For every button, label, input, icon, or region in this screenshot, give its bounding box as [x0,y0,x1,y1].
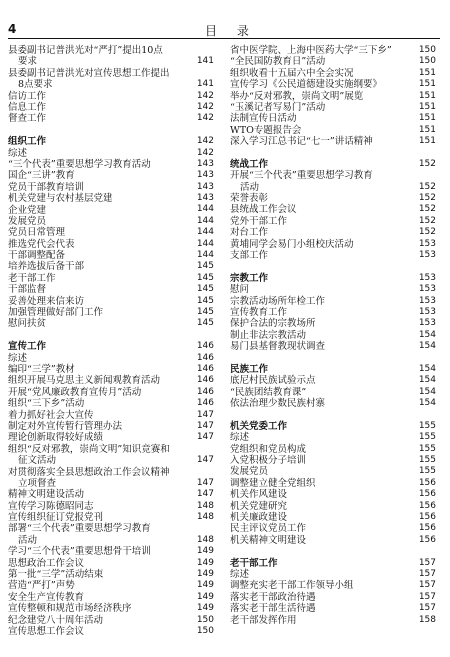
toc-entry-title: 黄埔同学会易门小组校庆活动 [230,238,354,250]
toc-entry[interactable] [230,569,436,580]
toc-entry-page-number: 158 [418,614,436,625]
toc-entry[interactable] [8,318,214,329]
toc-entry-title: 宣传组织征订党报党刊 [8,512,104,524]
toc-entry-title: 深入学习江总书记“七一”讲话精神 [230,136,373,148]
toc-entry[interactable] [8,148,214,159]
toc-entry[interactable] [230,466,436,477]
toc-entry-title: 机关党建研究 [230,500,288,512]
toc-entry[interactable] [8,432,214,443]
toc-entry-page-number: 152 [418,181,436,192]
toc-entry-title: 入党积极分子培训 [230,455,307,467]
toc-entry-page-number: 151 [418,67,436,78]
toc-entry-page-number: 152 [418,193,436,204]
toc-entry[interactable] [8,284,214,295]
toc-entry-title: 慰问 [230,284,250,296]
toc-entry-page-number: 149 [196,557,214,568]
toc-entry-title: 支部工作 [230,250,269,262]
toc-entry[interactable] [8,205,214,216]
toc-entry-title: 机关作风建设 [230,489,288,501]
toc-entry[interactable] [8,91,214,102]
toc-entry[interactable] [230,284,436,295]
toc-entry-page-number: 156 [418,489,436,500]
toc-entry-title: 思想政治工作会议 [8,557,85,569]
toc-entry-title: 督查工作 [8,113,47,125]
toc-entry-title: 组织收看十五届六中全会实况 [230,67,354,79]
toc-entry-title: 法制宣传日活动 [230,113,297,125]
toc-entry-page-number: 146 [196,341,214,352]
toc-entry[interactable] [230,398,436,409]
toc-entry-title: 老干部发挥作用 [230,614,297,626]
section-gap [230,148,436,159]
toc-entry[interactable] [230,307,436,318]
toc-entry-title: 安全生产宣传教育 [8,591,85,603]
toc-entry-page-number: 156 [418,500,436,511]
toc-entry[interactable] [8,523,214,546]
toc-entry-title: 干部调整配备 [8,250,66,262]
toc-entry-title: 依法治理少数民族村寨 [230,398,326,410]
toc-entry-title: 综述 [8,147,28,159]
toc-entry-title: 营造“严打”声势 [8,580,75,592]
toc-entry-title: 企业党建 [8,204,47,216]
toc-entry-title: 对台工作 [230,227,269,239]
section-gap [230,546,436,557]
toc-entry-page-number: 154 [418,375,436,386]
toc-entry-page-number: 147 [196,432,214,443]
toc-entry-page-number: 146 [196,398,214,409]
toc-entry-page-number: 150 [418,56,436,67]
toc-entry[interactable] [230,204,436,215]
toc-entry[interactable] [8,375,214,386]
toc-entry-title: 落实老干部生活待遇 [230,603,316,615]
toc-entry[interactable] [230,512,436,523]
toc-entry-title: 机关党建与农村基层党建 [8,193,113,205]
toc-entry-page-number: 149 [196,569,214,580]
toc-entry[interactable] [8,68,214,91]
toc-entry-title: 落实老干部政治待遇 [230,591,316,603]
toc-entry-page-number: 144 [196,238,214,249]
toc-entry[interactable] [8,387,214,398]
toc-entry[interactable] [8,216,214,227]
toc-entry[interactable] [230,603,436,614]
toc-entry-page-number: 144 [196,215,214,226]
section-gap [8,330,214,341]
toc-entry-page-number: 157 [418,603,436,614]
toc-entry[interactable] [230,216,436,227]
toc-entry[interactable] [230,592,436,603]
toc-entry[interactable] [8,615,214,626]
toc-entry[interactable] [8,261,214,272]
toc-entry-title: 宣传学习《公民道德建设实施纲要》 [230,79,383,91]
toc-entry-title: 宣传整顿和规范市场经济秩序 [8,603,132,615]
toc-entry[interactable] [8,398,214,409]
toc-entry-title: 民族工作 [230,363,269,375]
toc-entry-title: 综述 [230,432,250,444]
toc-entry-title: 国企“三讲”教育 [8,170,75,182]
toc-entry-title: 学习“三个代表”重要思想骨干培训 [8,546,151,558]
toc-entry-page-number: 154 [418,363,436,374]
toc-entry[interactable] [8,467,214,490]
toc-entry[interactable] [230,330,436,341]
toc-entry-title: 纪念建党八十周年活动 [8,614,104,626]
toc-entry-page-number: 144 [196,204,214,215]
toc-entry-page-number: 154 [418,398,436,409]
toc-entry-title: “玉溪记者写易门”活动 [230,101,326,113]
toc-entry-page-number: 153 [418,284,436,295]
toc-entry[interactable] [8,159,214,170]
toc-entry-page-number: 147 [196,489,214,500]
toc-entry-title: 理论创新取得较好成绩 [8,432,104,444]
toc-entry[interactable] [8,250,214,261]
toc-entry[interactable] [230,113,436,124]
toc-entry-title: 调整充实老干部工作领导小组 [230,580,354,592]
toc-entry-title: 妥善处理来信来访 [8,295,85,307]
toc-entry-title: WTO专题报告会 [230,124,302,136]
toc-left-column [8,45,214,637]
header-rule [8,38,440,39]
toc-entry[interactable] [8,603,214,614]
toc-entry-page-number: 142 [196,113,214,124]
toc-entry-page-number: 150 [418,44,436,55]
toc-entry-title: 信访工作 [8,90,47,102]
toc-entry-page-number: 151 [418,136,436,147]
toc-entry-page-number: 154 [418,386,436,397]
toc-entry-title: 宣传教育工作 [230,307,288,318]
toc-section-heading[interactable] [230,273,436,284]
toc-entry-page-number: 146 [196,363,214,374]
toc-entry-title: 第一批“三学”活动结束 [8,569,104,581]
toc-entry-title: 县委副书记普洪光对宣传思想工作提出 8点要求 [8,68,214,91]
toc-entry-page-number: 151 [418,101,436,112]
toc-entry-page-number: 155 [418,443,436,454]
toc-entry[interactable] [230,501,436,512]
toc-section-heading[interactable] [230,364,436,375]
toc-entry-title: 宣传思想工作会议 [8,626,85,637]
toc-entry[interactable] [8,558,214,569]
toc-entry-title-continuation: 8点要求 [18,79,53,91]
toc-entry-page-number: 147 [196,477,214,488]
toc-entry-title: 制定对外宣传暂行管理办法 [8,420,123,432]
toc-entry-title: 综述 [8,352,28,364]
toc-entry-title: 老干部工作 [8,272,56,284]
toc-entry[interactable] [230,56,436,67]
toc-entry-page-number: 146 [196,375,214,386]
toc-entry-page-number: 143 [196,193,214,204]
toc-entry-title: 部署“三个代表”重要思想学习教育 活动 [8,523,214,546]
toc-entry-page-number: 153 [418,295,436,306]
toc-entry[interactable] [230,227,436,238]
toc-entry-page-number: 157 [418,591,436,602]
section-gap [8,125,214,136]
toc-entry-title: 宗教活动场所年检工作 [230,295,326,307]
toc-entry-title: 开展“三个代表”重要思想学习教育 活动 [230,170,436,193]
toc-entry-page-number: 149 [196,580,214,591]
toc-entry-page-number: 142 [196,147,214,158]
section-gap [230,410,436,421]
toc-entry-title: 宣传学习陈德昭同志 [8,500,94,512]
toc-entry[interactable] [8,227,214,238]
toc-entry-title: “三个代表”重要思想学习教育活动 [8,158,151,170]
toc-entry-page-number: 156 [418,534,436,545]
toc-entry-page-number: 144 [196,250,214,261]
toc-entry[interactable] [230,170,436,193]
page-number: 4 [8,22,17,36]
toc-entry-title: 精神文明建设活动 [8,489,85,501]
toc-entry-title: 荣誉表彰 [230,193,269,205]
section-gap [230,353,436,364]
toc-entry[interactable] [230,125,436,136]
toc-entry-page-number: 144 [196,227,214,238]
toc-entry-title: 组织“反对邪教，崇尚文明”知识竞赛和 征文活动 [8,444,214,467]
toc-entry-page-number: 151 [418,79,436,90]
toc-entry-title: 宣传工作 [8,341,47,353]
toc-entry-page-number: 148 [196,500,214,511]
toc-entry-title: 开展“党风廉政教育宣传月”活动 [8,386,142,398]
toc-entry-page-number: 145 [196,307,214,317]
toc-entry[interactable] [8,45,214,68]
toc-entry-title: 党员干部教育培训 [8,181,85,193]
toc-entry-title: “全民国防教育日”活动 [230,56,326,68]
toc-entry[interactable] [8,193,214,204]
toc-entry[interactable] [8,580,214,591]
toc-entry-page-number: 141 [196,56,214,67]
toc-entry[interactable] [230,250,436,261]
toc-entry-title: 机关精神文明建设 [230,534,307,546]
toc-entry[interactable] [230,136,436,147]
toc-entry-page-number: 141 [196,79,214,90]
toc-entry-page-number: 154 [418,329,436,340]
toc-entry[interactable] [8,102,214,113]
toc-entry[interactable] [8,239,214,250]
toc-section-heading[interactable] [8,136,214,147]
toc-entry-page-number: 156 [418,523,436,534]
toc-entry-title: 着力抓好社会大宣传 [8,409,94,421]
toc-entry-title: 干部监督 [8,284,47,296]
toc-entry[interactable] [8,512,214,523]
toc-entry-title: 党组织和党员构成 [230,443,307,455]
toc-entry[interactable] [8,489,214,500]
toc-entry[interactable] [230,455,436,466]
toc-entry-title: 机关党委工作 [230,420,288,432]
toc-entry-title: 举办“反对邪教，崇尚文明”展览 [230,90,364,102]
toc-entry[interactable] [230,318,436,329]
toc-entry[interactable] [8,364,214,375]
toc-entry[interactable] [230,45,436,56]
toc-entry[interactable] [8,353,214,364]
toc-entry-title: 对贯彻落实全县思想政治工作会议精神 立项督查 [8,467,214,490]
toc-entry-page-number: 152 [418,227,436,238]
toc-entry-page-number: 143 [196,158,214,169]
toc-section-heading[interactable] [8,341,214,352]
toc-entry-page-number: 145 [196,318,214,329]
toc-entry-title: 发展党员 [230,466,269,478]
toc-entry[interactable] [8,307,214,318]
toc-entry-title: 制止非法宗教活动 [230,329,307,341]
toc-entry-page-number: 156 [418,477,436,488]
toc-entry-page-number: 152 [418,158,436,169]
toc-entry-title: 加强管理做好部门工作 [8,307,104,319]
toc-entry-page-number: 152 [418,204,436,215]
toc-entry[interactable] [230,523,436,534]
toc-entry-title: 老干部工作 [230,557,278,569]
toc-entry-page-number: 153 [418,272,436,283]
toc-entry[interactable] [230,68,436,79]
toc-entry-page-number: 148 [196,534,214,545]
toc-entry[interactable] [8,592,214,603]
toc-entry[interactable] [230,239,436,250]
toc-entry[interactable] [8,569,214,580]
toc-entry-title: 培养选拔后备干部 [8,261,85,273]
toc-entry[interactable] [230,341,436,352]
toc-entry-title: “民族团结教育课” [230,386,307,398]
toc-entry-title: 县委副书记普洪光对“严打”提出10点 要求 [8,45,214,68]
toc-entry-title: 组织开展马克思主义新闻观教育活动 [8,375,161,387]
toc-entry-page-number: 150 [196,614,214,625]
toc-entry-title: 易门县基督教现状调查 [230,341,326,353]
toc-entry-title: 机关廉政建设 [230,512,288,524]
toc-entry-page-number: 153 [418,318,436,329]
toc-entry[interactable] [230,580,436,591]
toc-entry-page-number: 146 [196,386,214,397]
toc-entry-page-number: 155 [418,420,436,431]
toc-entry-page-number: 151 [418,124,436,135]
toc-entry-page-number: 147 [196,455,214,466]
toc-entry-page-number: 145 [196,295,214,306]
toc-entry-title: 信息工作 [8,101,47,113]
toc-entry-page-number: 143 [196,181,214,192]
page-header [0,0,450,40]
toc-entry-page-number: 157 [418,580,436,591]
toc-entry-title: 调整建立健全党组织 [230,477,316,489]
toc-entry-title: 党员日常管理 [8,227,66,239]
toc-entry-title: 综述 [230,568,250,580]
toc-entry[interactable] [230,91,436,102]
toc-entry-page-number: 155 [418,466,436,477]
toc-entry[interactable] [8,170,214,181]
toc-entry-title: 慰问扶贫 [8,318,47,330]
toc-entry-title: 组织工作 [8,136,47,148]
toc-entry-page-number: 151 [418,113,436,124]
toc-entry-page-number: 149 [196,591,214,602]
toc-entry[interactable] [230,444,436,455]
toc-entry-title: 县统战工作会议 [230,204,297,216]
toc-entry-title: 民主评议党员工作 [230,523,307,535]
toc-entry-page-number: 150 [196,625,214,636]
toc-entry-page-number: 142 [196,90,214,101]
toc-entry-page-number: 147 [196,409,214,420]
toc-entry-title: 底尼村民族试验示点 [230,375,316,387]
toc-entry[interactable] [8,546,214,557]
toc-entry[interactable] [230,193,436,204]
toc-entry-page-number: 142 [196,101,214,112]
toc-entry[interactable] [230,102,436,113]
toc-entry[interactable] [8,410,214,421]
toc-entry-page-number: 143 [196,170,214,181]
toc-entry-page-number: 155 [418,432,436,443]
section-gap [230,261,436,272]
toc-entry-page-number: 145 [196,272,214,283]
toc-entry-page-number: 157 [418,568,436,579]
toc-entry[interactable] [8,296,214,307]
toc-entry[interactable] [230,387,436,398]
toc-entry-page-number: 155 [418,455,436,466]
toc-entry-page-number: 147 [196,420,214,431]
toc-entry[interactable] [230,375,436,386]
toc-entry-title-continuation: 立项督查 [18,477,57,489]
toc-section-heading[interactable] [230,159,436,170]
toc-entry-title: 统战工作 [230,158,269,170]
toc-entry[interactable] [8,501,214,512]
toc-entry[interactable] [8,182,214,193]
toc-entry[interactable] [8,113,214,124]
toc-entry-page-number: 152 [418,215,436,226]
toc-entry-page-number: 145 [196,261,214,272]
toc-entry-title: 组织“三下乡”活动 [8,398,85,410]
toc-entry[interactable] [230,296,436,307]
toc-entry-page-number: 153 [418,306,436,317]
toc-entry[interactable] [230,615,436,626]
toc-entry-page-number: 153 [418,238,436,249]
toc-entry-title-continuation: 活动 [18,534,38,546]
toc-entry-title: 推选党代会代表 [8,238,75,250]
toc-entry[interactable] [230,478,436,489]
toc-entry-page-number: 149 [196,546,214,557]
toc-entry[interactable] [230,432,436,443]
toc-section-heading[interactable] [230,558,436,569]
toc-entry[interactable] [8,273,214,284]
toc-right-column [230,45,436,626]
toc-entry-title-continuation: 征文活动 [18,455,57,467]
toc-entry-page-number: 156 [418,512,436,523]
toc-entry-page-number: 146 [196,352,214,363]
page-title: 目 录 [205,24,257,38]
toc-entry-page-number: 149 [196,603,214,614]
toc-entry-title: 发展党员 [8,215,47,227]
toc-entry-title-continuation: 活动 [240,181,260,193]
toc-entry-page-number: 145 [196,284,214,295]
toc-entry-page-number: 157 [418,557,436,568]
toc-entry[interactable] [230,489,436,500]
toc-section-heading[interactable] [230,421,436,432]
toc-entry-title: 编印“三学”教材 [8,363,75,375]
toc-entry[interactable] [230,535,436,546]
toc-entry[interactable] [230,79,436,90]
toc-entry-page-number: 142 [196,136,214,147]
toc-entry-title-continuation: 要求 [18,56,38,68]
toc-entry[interactable] [8,626,214,637]
toc-entry-title: 党外干部工作 [230,215,288,227]
toc-entry-page-number: 148 [196,512,214,523]
toc-entry[interactable] [8,421,214,432]
toc-entry-title: 省中医学院、上海中医药大学“三下乡” [230,45,392,56]
toc-entry-title: 保护合法的宗教场所 [230,318,316,330]
toc-entry[interactable] [8,444,214,467]
toc-entry-title: 宗教工作 [230,272,269,284]
toc-entry-page-number: 153 [418,250,436,261]
toc-entry-page-number: 154 [418,341,436,352]
toc-entry-page-number: 151 [418,90,436,101]
